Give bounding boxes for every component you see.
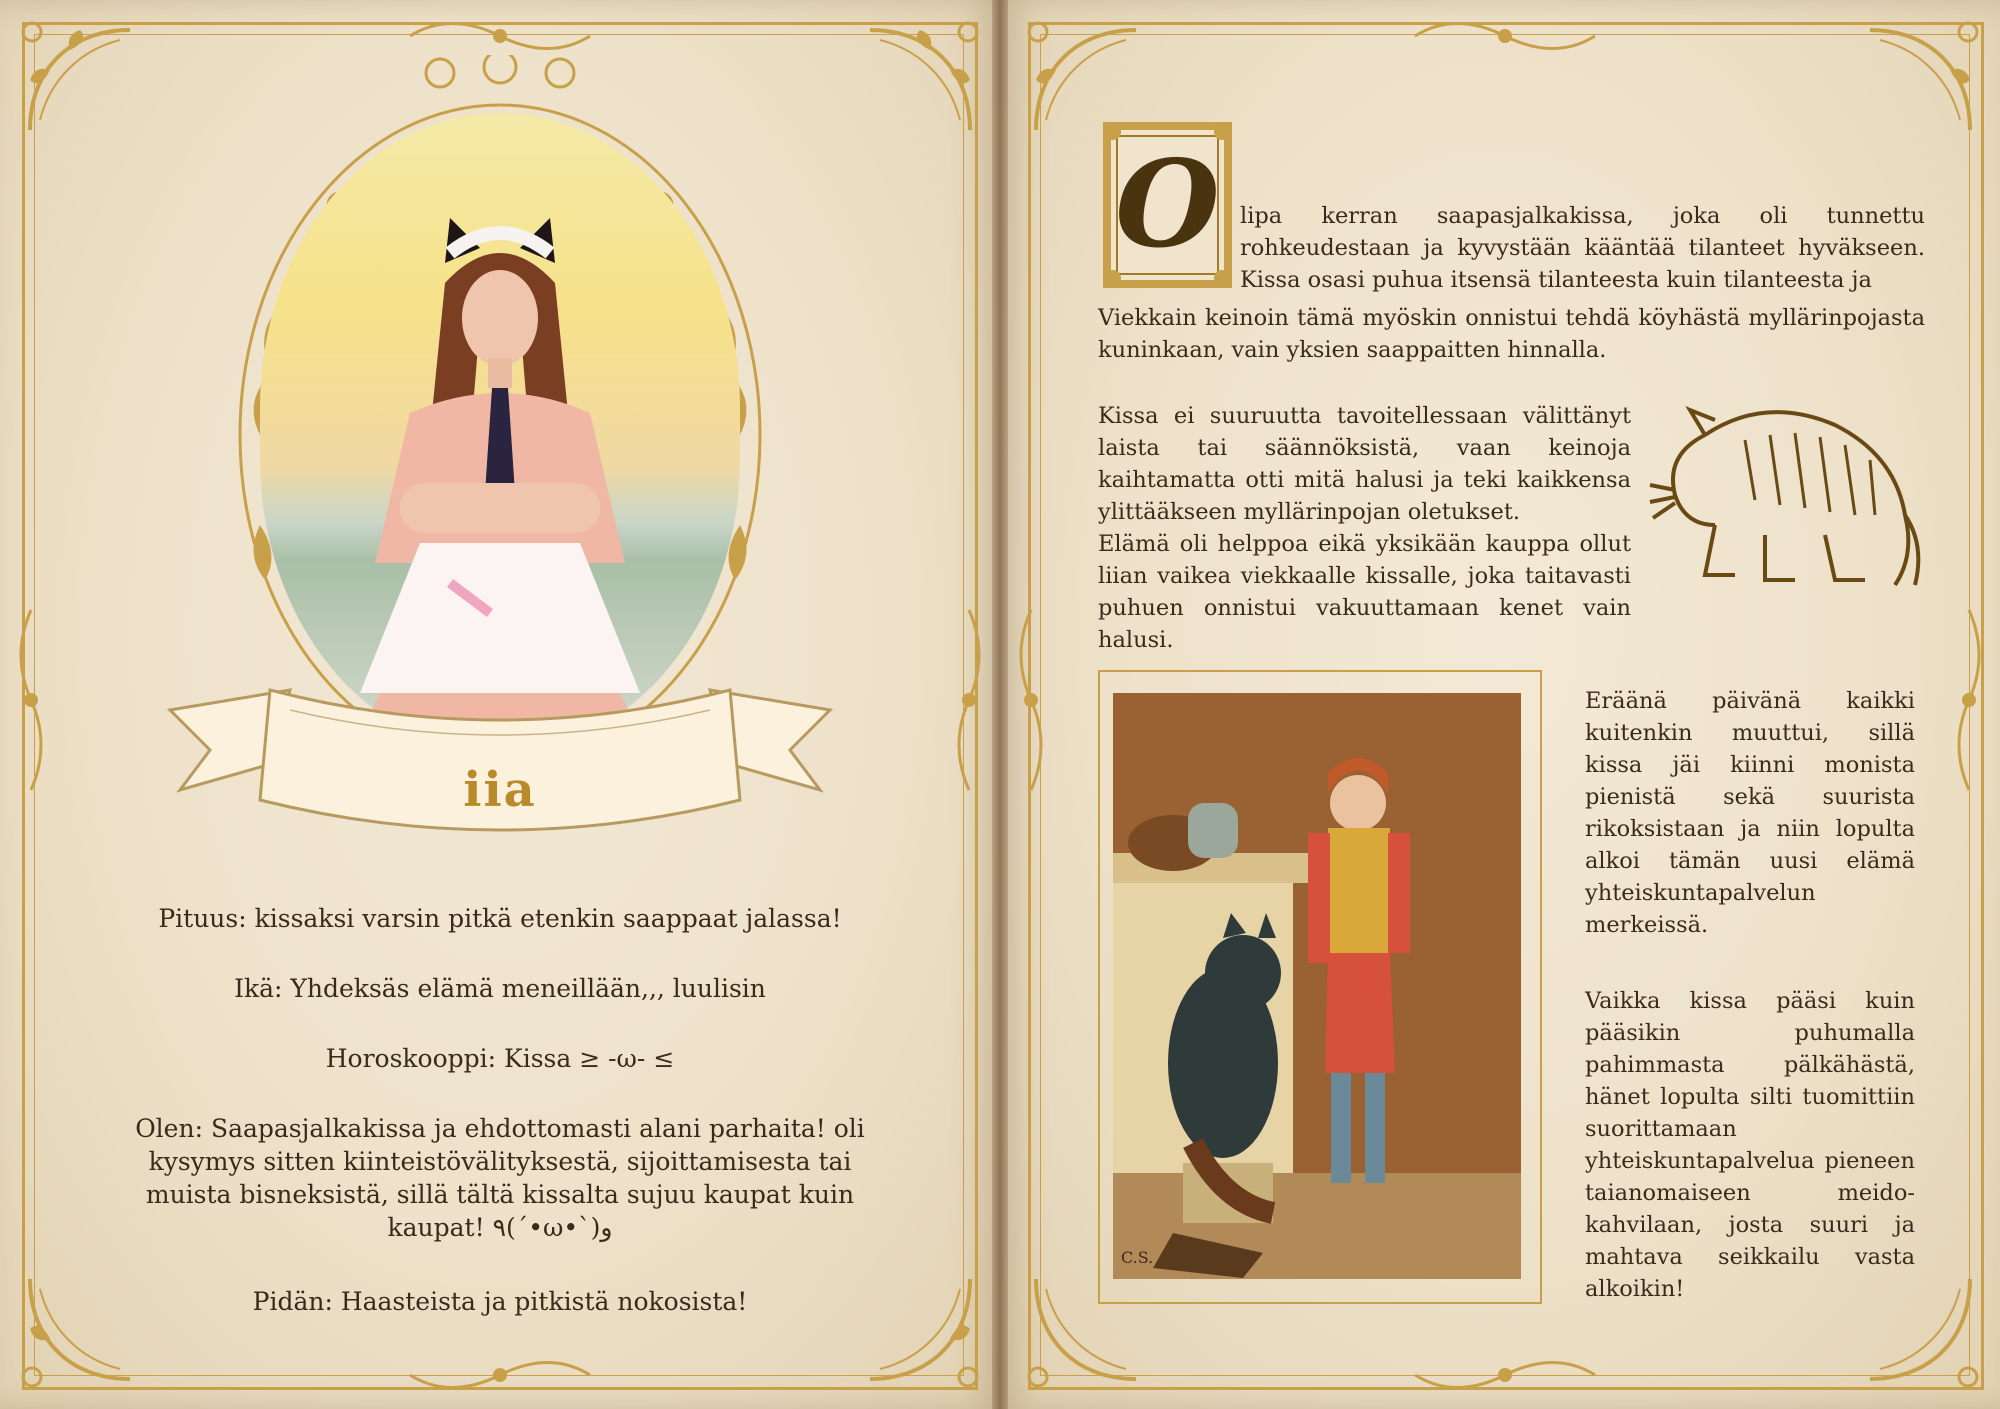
illustration-scene (1113, 693, 1521, 1279)
cat-drawing-icon (1645, 395, 1935, 605)
paragraph-1: Viekkain keinoin tämä myöskin onnistui tehdä köyhästä myllärinpojasta kuninkaan, vain yksien saappaitten hinnalla. (1098, 305, 1925, 363)
intro-paragraph: lipa kerran saapasjalkakissa, joka oli tunnettu rohkeudestaan ja kyvystään kääntää tilanteet hyväkseen. Kissa osasi puhua itsensä tilanteesta kuin tilanteesta ja (1240, 203, 1925, 293)
bio-height: Pituus: kissaksi varsin pitkä etenkin saappaat jalassa! (158, 904, 842, 933)
drop-cap-letter: O (1115, 134, 1220, 275)
paragraph-4: Eräänä päivänä kaikki kuitenkin muuttui, sillä kissa jäi kiinni monista pienistä sekä suurista rikoksistaan ja niin lopulta alkoi tämän uusi elämä yhteiskuntapalvelun merkeissä. (1585, 688, 1915, 938)
scroll-ornament-icon (1405, 1355, 1605, 1405)
bio-likes: Pidän: Haasteista ja pitkistä nokosista! (252, 1287, 748, 1316)
corner-flourish-icon (10, 10, 160, 160)
illustration-signature: C.S. (1121, 1248, 1154, 1267)
character-name: iia (463, 762, 537, 818)
corner-flourish-icon (840, 10, 990, 160)
paragraph-3: Elämä oli helppoa eikä yksikään kauppa ollut liian vaikea viekkaalle kissalle, joka taitavasti puhuen onnistui vakuuttamaan kenet vain halusi. (1098, 531, 1631, 653)
bio-horoscope: Horoskooppi: Kissa ≥ -ω- ≤ (325, 1044, 675, 1073)
scroll-ornament-icon (400, 1355, 600, 1405)
scroll-ornament-icon (400, 6, 600, 56)
side-ornament-icon (1006, 600, 1056, 800)
corner-flourish-icon (840, 1249, 990, 1399)
drop-cap (1101, 120, 1234, 290)
bio-iam: Olen: Saapasjalkakissa ja ehdottomasti alani parhaita! oli kysymys sitten kiinteistövälityksestä, sijoittamisesta tai muista bisneksistä, sillä tältä kissalta sujuu kaupat kuin kaupat! ٩(ˊ•ω•ˋ)و (135, 1114, 865, 1242)
corner-flourish-icon (10, 1249, 160, 1399)
puss-in-boots-illustration (1113, 693, 1521, 1279)
scroll-ornament-icon (1405, 6, 1605, 56)
paragraph-2: Kissa ei suuruutta tavoitellessaan välittänyt laista tai säännöksistä, vaan keinoja kaihtamatta otti mitä halusi ja teki kaikkensa ylittääkseen myllärinpojan oletukset. (1098, 403, 1631, 525)
side-ornament-icon (1944, 600, 1994, 800)
paragraph-5: Vaikka kissa pääsi kuin pääsikin puhumalla pahimmasta pälkähästä, hänet lopulta silti tuomittiin suorittamaan yhteiskuntapalvelua pieneen taianomaiseen meido-kahvilaan, josta suuri ja mahtava seikkailu vasta alkoikin! (1585, 988, 1915, 1302)
corner-flourish-icon (1840, 10, 1990, 160)
ribbon-banner (150, 650, 850, 870)
bio-age: Ikä: Yhdeksäs elämä meneillään,,, luulisin (234, 974, 766, 1003)
